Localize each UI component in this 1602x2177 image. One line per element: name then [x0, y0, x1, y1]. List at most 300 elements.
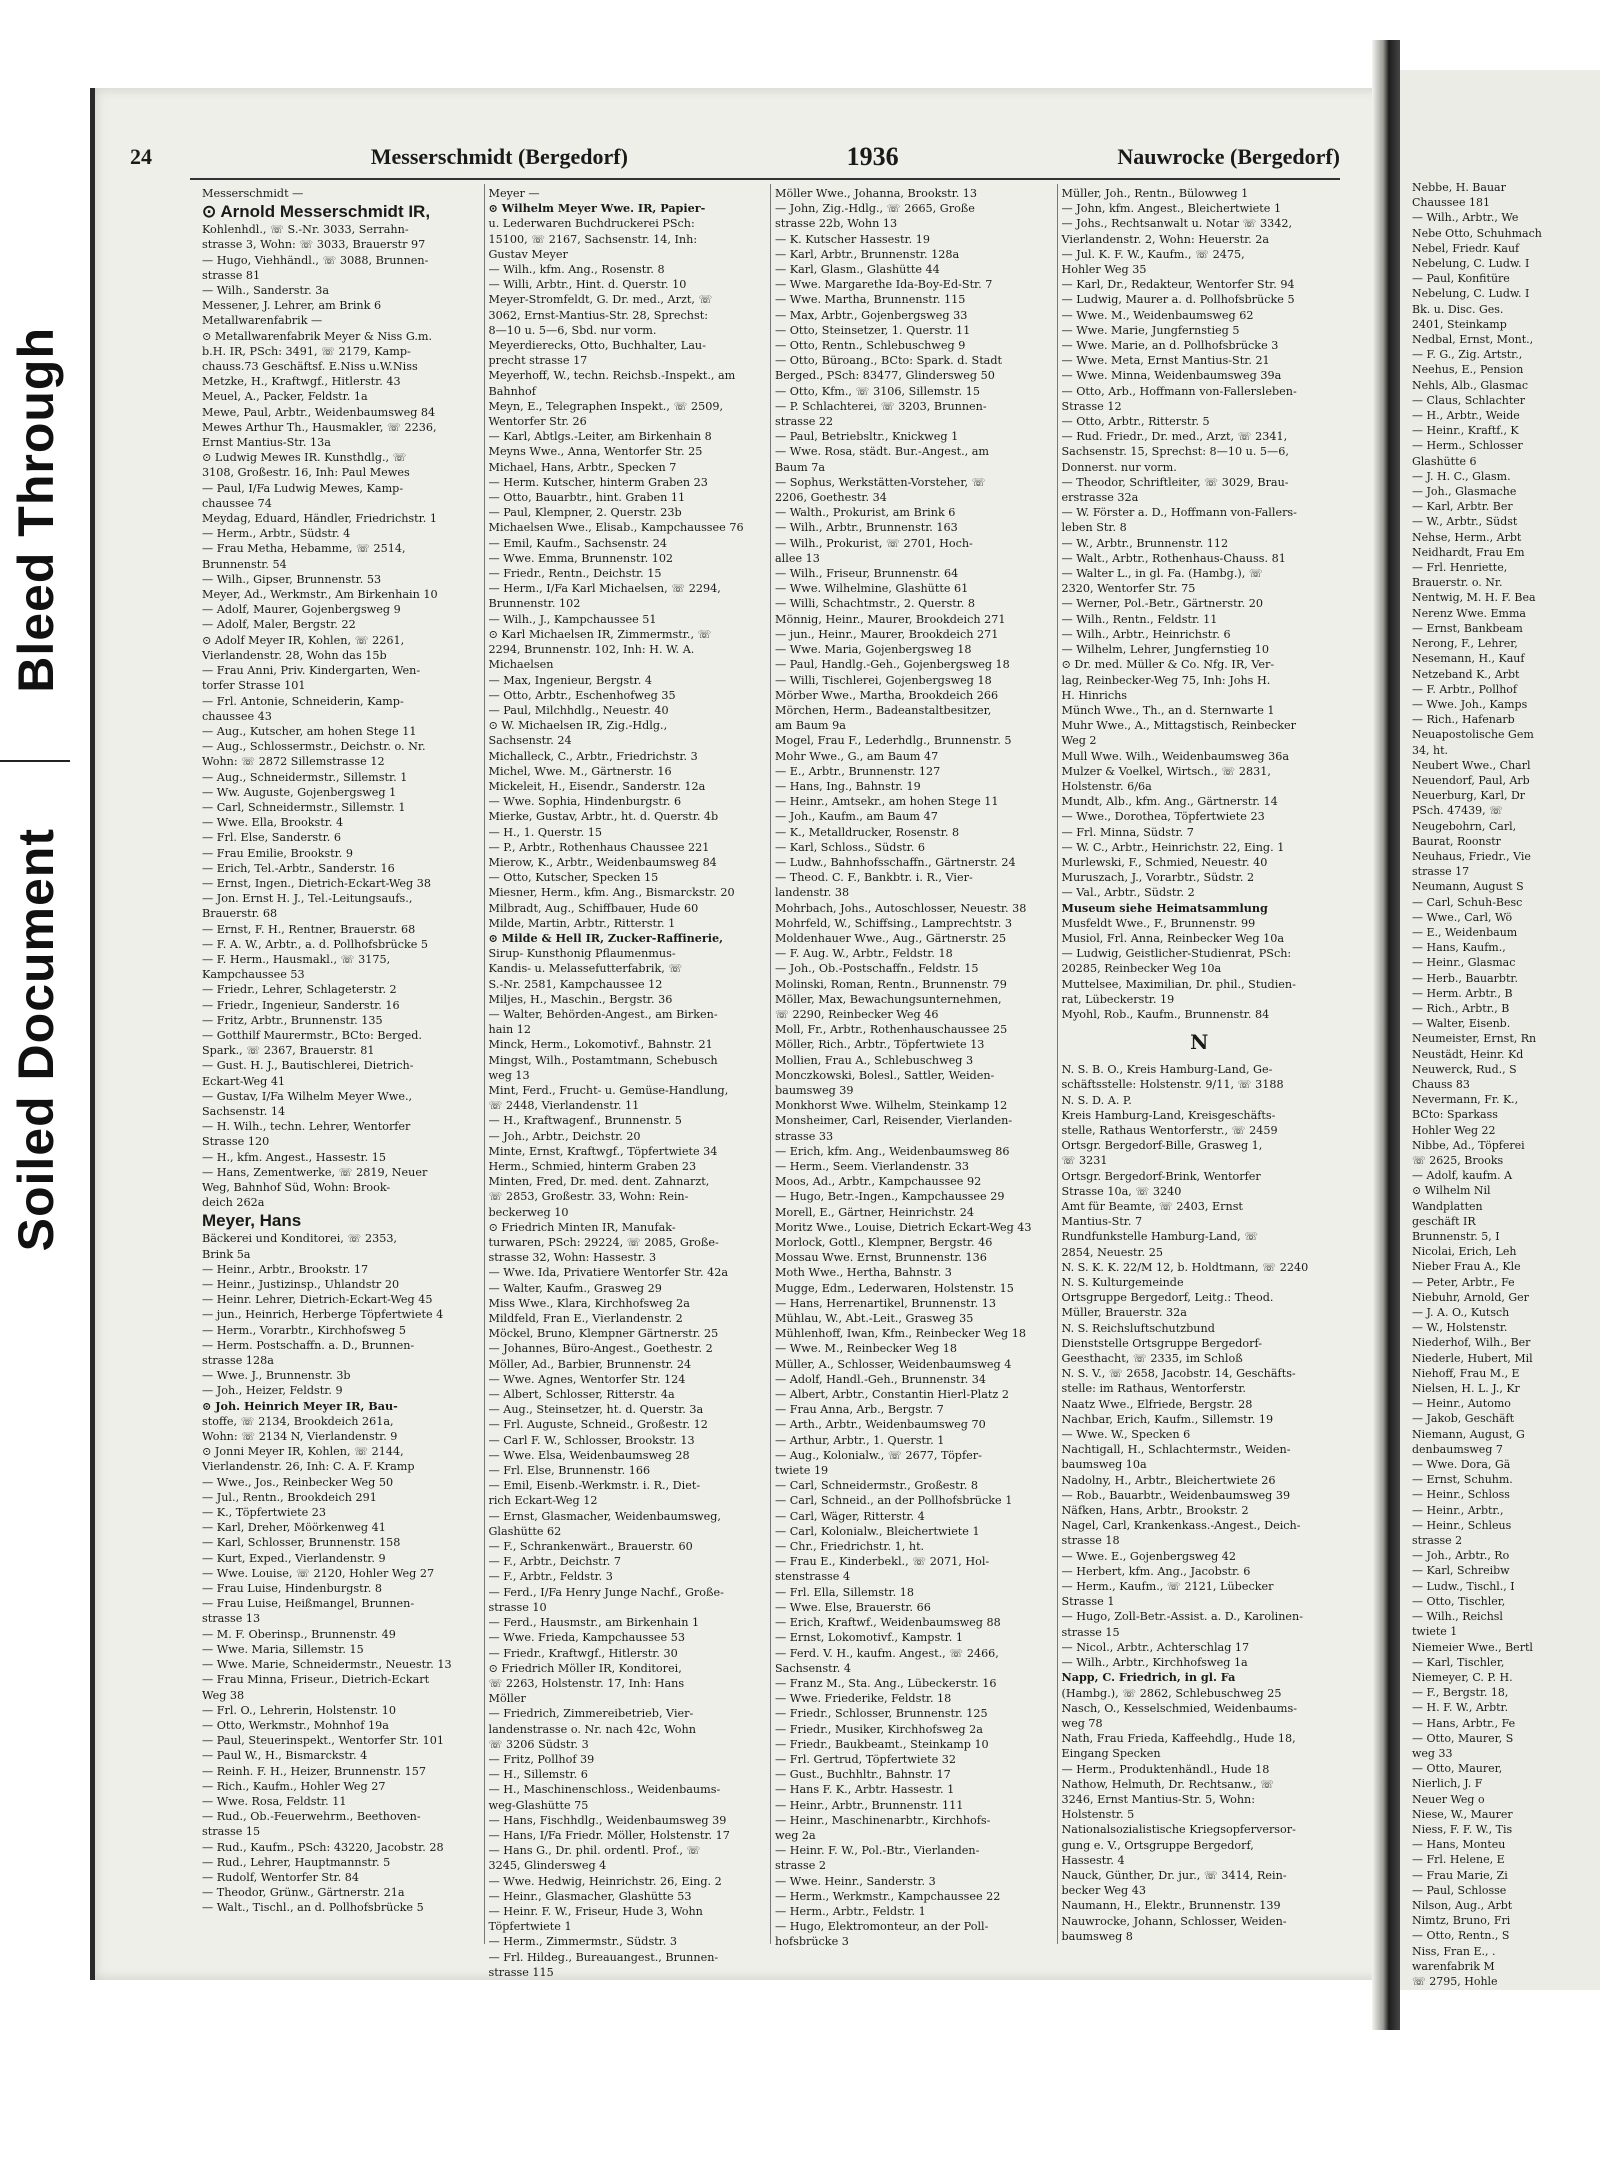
directory-entry: — Friedr., Schlosser, Brunnenstr. 125	[775, 1707, 988, 1721]
facing-page-entry: Niehoff, Frau M., E	[1412, 1366, 1520, 1380]
directory-entry: Weg, Bahnhof Süd, Wohn: Brook-	[202, 1181, 391, 1194]
directory-entry: Donnerst. nur vorm.	[1061, 460, 1177, 474]
facing-page-entry: Neuendorf, Paul, Arb	[1412, 773, 1530, 787]
directory-entry: — Frl. Else, Sanderstr. 6	[202, 831, 342, 845]
directory-entry: Muttelsee, Maximilian, Dr. phil., Studien-	[1061, 977, 1296, 991]
facing-page-entry: Niemeier Wwe., Bertl	[1412, 1640, 1533, 1654]
directory-entry: b.H. IR, PSch: 3491, ☏ 2179, Kamp-	[202, 344, 411, 358]
facing-page-entry: strasse 17	[1412, 865, 1470, 879]
directory-entry: — Wwe. Marie, Schneidermstr., Neuestr. 13	[202, 1658, 452, 1672]
directory-entry: Mint, Ferd., Frucht- u. Gemüse-Handlung,	[488, 1083, 729, 1097]
directory-entry: — H., kfm. Angest., Hassestr. 15	[202, 1150, 387, 1164]
directory-entry: Metzke, H., Kraftwgf., Hitlerstr. 43	[202, 375, 401, 389]
facing-page-entry: Chaussee 181	[1412, 196, 1490, 210]
facing-page-entry: Nierlich, J. F	[1412, 1777, 1483, 1791]
directory-entry: — Wwe. Heinr., Sanderstr. 3	[775, 1874, 936, 1888]
directory-entry: weg 13	[488, 1068, 530, 1082]
directory-entry: — Chr., Friedrichstr. 1, ht.	[775, 1540, 925, 1554]
directory-entry: — F., Arbtr., Feldstr. 3	[488, 1570, 613, 1584]
facing-page-entry: — Otto, Maurer, S	[1412, 1731, 1514, 1745]
directory-entry: Miss Wwe., Klara, Kirchhofsweg 2a	[488, 1296, 690, 1310]
directory-entry: leben Str. 8	[1061, 521, 1127, 535]
directory-entry: Möller, Rich., Arbtr., Töpfertwiete 13	[775, 1038, 985, 1052]
facing-page-entry: — Wilh., Arbtr., We	[1412, 211, 1519, 225]
directory-entry: — K., Metalldrucker, Rosenstr. 8	[775, 825, 960, 839]
directory-entry: — Frau Luise, Hindenburgstr. 8	[202, 1582, 382, 1596]
directory-entry: — Frl. Antonie, Schneiderin, Kamp-	[202, 694, 404, 708]
directory-entry: — Heinr., Arbtr., Brunnenstr. 111	[775, 1798, 964, 1812]
directory-entry: — Heinr. F. W., Friseur, Hude 3, Wohn	[488, 1904, 703, 1918]
directory-entry: Münch Wwe., Th., an d. Sternwarte 1	[1061, 703, 1275, 717]
directory-entry: — Aug., Kolonialw., ☏ 2677, Töpfer-	[775, 1448, 982, 1462]
directory-entry: N. S. Reichsluftschutzbund	[1061, 1321, 1215, 1335]
directory-entry: — Hans, Zementwerke, ☏ 2819, Neuer	[202, 1165, 428, 1179]
directory-entry: Näfken, Hans, Arbtr., Brookstr. 2	[1061, 1504, 1249, 1518]
directory-entry: baumsweg 10a	[1061, 1458, 1147, 1472]
directory-entry: — Willi, Schachtmstr., 2. Querstr. 8	[775, 597, 976, 611]
directory-entry: — Wwe. Ida, Privatiere Wentorfer Str. 42a	[488, 1266, 729, 1280]
directory-entry: Ernst Mantius-Str. 13a	[202, 436, 331, 450]
directory-entry: Sachsenstr. 24	[488, 734, 572, 748]
directory-entry: — Wwe. Minna, Weidenbaumsweg 39a	[1061, 369, 1282, 383]
directory-entry: — Wwe. Friederike, Feldstr. 18	[775, 1692, 952, 1706]
directory-entry: Bäckerei und Konditorei, ☏ 2353,	[202, 1232, 397, 1246]
directory-entry: — jun., Heinrich, Herberge Töpfertwiete 4	[202, 1308, 444, 1322]
directory-entry: weg-Glashütte 75	[488, 1798, 589, 1812]
facing-page-entry: — Herm. Arbtr., B	[1412, 986, 1513, 1000]
directory-entry: stelle: im Rathaus, Wentorferstr.	[1061, 1382, 1246, 1396]
directory-entry: — Carl F. W., Schlosser, Brookstr. 13	[488, 1433, 695, 1447]
directory-entry: strasse 10	[488, 1600, 547, 1614]
facing-page-entry: Nerong, F., Lehrer,	[1412, 637, 1518, 651]
directory-entry: Weg 38	[202, 1688, 245, 1702]
directory-entry: Strasse 10a, ☏ 3240	[1061, 1184, 1182, 1198]
directory-entry: — Frl. Hildeg., Bureauangest., Brunnen-	[488, 1950, 719, 1964]
directory-entry: — Heinr., Arbtr., Brookstr. 17	[202, 1262, 369, 1276]
facing-page-entry: Nentwig, M. H. F. Bea	[1412, 591, 1536, 605]
directory-entry: — Wilh., J., Kampchaussee 51	[488, 612, 657, 626]
directory-entry: — Ernst, Ingen., Dietrich-Eckart-Weg 38	[202, 876, 431, 890]
directory-entry: u. Lederwaren Buchdruckerei PSch:	[488, 217, 695, 231]
directory-entry: ⊙ Ludwig Mewes IR. Kunsthdlg., ☏	[202, 451, 407, 465]
directory-entry: — Wwe. Elsa, Weidenbaumsweg 28	[488, 1448, 690, 1462]
directory-entry: — M. F. Oberinsp., Brunnenstr. 49	[202, 1627, 396, 1641]
directory-entry: — Werner, Pol.-Betr., Gärtnerstr. 20	[1061, 597, 1264, 611]
directory-entry: Michalleck, C., Arbtr., Friedrichstr. 3	[488, 749, 698, 763]
directory-entry: — Frau E., Kinderbekl., ☏ 2071, Hol-	[775, 1555, 990, 1569]
directory-entry: — W. C., Arbtr., Heinrichstr. 22, Eing. 1	[1061, 840, 1285, 854]
facing-page-entry: Nebelung, C. Ludw. I	[1412, 257, 1530, 271]
directory-entry: — Rob., Bauarbtr., Weidenbaumsweg 39	[1061, 1488, 1291, 1502]
directory-entry: — Ferd. V. H., kaufm. Angest., ☏ 2466,	[775, 1646, 999, 1660]
directory-entry: — Otto, Steinsetzer, 1. Querstr. 11	[775, 323, 971, 337]
directory-entry: Mundt, Alb., kfm. Ang., Gärtnerstr. 14	[1061, 795, 1278, 809]
directory-entry: — Ww. Auguste, Gojenbergsweg 1	[202, 785, 397, 799]
directory-entry: Eckart-Weg 41	[202, 1074, 286, 1088]
directory-entry: — jun., Heinr., Maurer, Brookdeich 271	[775, 627, 999, 641]
directory-entry: Monczkowski, Bolesl., Sattler, Weiden-	[775, 1068, 995, 1082]
directory-entry: weg 78	[1061, 1716, 1103, 1730]
directory-entry: — Wwe. Maria, Sillemstr. 15	[202, 1642, 364, 1656]
facing-page-entry: Nerenz Wwe. Emma	[1412, 606, 1526, 620]
directory-entry: — Karl, Dreher, Möörkenweg 41	[202, 1521, 386, 1535]
directory-entry: — Aug., Schneidermstr., Sillemstr. 1	[202, 770, 408, 784]
directory-entry: — Hugo, Zoll-Betr.-Assist. a. D., Karolinen-	[1061, 1610, 1304, 1624]
directory-entry: Mossau Wwe. Ernst, Brunnenstr. 136	[775, 1251, 987, 1265]
directory-entry: — Adolf, Handl.-Geh., Brunnenstr. 34	[775, 1372, 987, 1386]
directory-entry: Müller, Joh., Rentn., Bülowweg 1	[1061, 187, 1249, 200]
directory-entry: chaussee 43	[202, 709, 272, 723]
directory-entry: strasse 32, Wohn: Hassestr. 3	[488, 1251, 657, 1265]
directory-entry: strasse 128a	[202, 1354, 274, 1368]
directory-entry: ⊙ Arnold Messerschmidt IR,	[202, 202, 431, 222]
directory-entry: Weg 2	[1061, 734, 1097, 748]
directory-entry: Moos, Ad., Arbtr., Kampchaussee 92	[775, 1175, 982, 1189]
directory-entry: ⊙ Friedrich Möller IR, Konditorei,	[488, 1661, 682, 1675]
directory-entry: — Frl. Minna, Südstr. 7	[1061, 825, 1194, 839]
directory-entry: strasse 2	[775, 1859, 827, 1873]
directory-entry: — Gotthilf Maurermstr., BCto: Berged.	[202, 1028, 422, 1042]
header-left-title: Messerschmidt (Bergedorf)	[370, 144, 628, 169]
facing-page-entry: — W., Holstenstr.	[1412, 1321, 1508, 1335]
directory-entry: — Otto, Rentn., Schlebuschweg 9	[775, 339, 966, 353]
directory-column-1	[198, 184, 485, 1944]
facing-page-entry: — Wwe. Dora, Gä	[1412, 1458, 1511, 1472]
facing-page-entry: ⊙ Wilhelm Nil	[1412, 1184, 1491, 1198]
directory-entry: — Erich, Tel.-Arbtr., Sanderstr. 16	[202, 861, 395, 875]
directory-entry: — Wwe. Wilhelmine, Glashütte 61	[775, 582, 969, 596]
facing-page-entry: — Paul, Konfitüre	[1412, 272, 1510, 286]
directory-entry: Vierlandenstr. 26, Inh: C. A. F. Kramp	[202, 1460, 415, 1474]
directory-entry: strasse 3, Wohn: ☏ 3033, Brauerstr 97	[202, 238, 426, 252]
facing-page-entry: Brunnenstr. 5, I	[1412, 1230, 1500, 1244]
directory-entry: — Joh., Ob.-Postschaffn., Feldstr. 15	[775, 962, 979, 976]
facing-page-entry: — Otto, Maurer,	[1412, 1762, 1503, 1776]
directory-entry: — Jul., Rentn., Brookdeich 291	[202, 1490, 377, 1504]
directory-entry: deich 262a	[202, 1196, 265, 1210]
directory-entry: ⊙ W. Michaelsen IR, Zig.-Hdlg.,	[488, 719, 668, 733]
facing-page-entry: — J. H. C., Glasm.	[1412, 469, 1511, 483]
directory-entry: Meuel, A., Packer, Feldstr. 1a	[202, 390, 368, 404]
directory-entry: — Otto, Kutscher, Specken 15	[488, 871, 659, 885]
facing-page-entry: Nibbe, Ad., Töpferei	[1412, 1138, 1525, 1152]
directory-entry: — H. Wilh., techn. Lehrer, Wentorfer	[202, 1120, 411, 1134]
directory-entry: Meyer —	[488, 187, 540, 200]
directory-entry: — Ernst, Glasmacher, Weidenbaumsweg,	[488, 1509, 721, 1523]
facing-page-entry: Neugebohrn, Carl,	[1412, 819, 1517, 833]
facing-page-entry: — Ernst, Bankbeam	[1412, 621, 1523, 635]
directory-entry: — Arth., Arbtr., Weidenbaumsweg 70	[775, 1418, 986, 1432]
facing-page-entry: Niss, Fran E., .	[1412, 1944, 1496, 1958]
directory-entry: — Wwe. Marie, an d. Pollhofsbrücke 3	[1061, 339, 1279, 353]
facing-page-entry: — F., Bergstr. 18,	[1412, 1686, 1509, 1700]
facing-page-entry: Hohler Weg 22	[1412, 1123, 1496, 1137]
header-year: 1936	[846, 142, 899, 171]
directory-entry: — Otto, Arbtr., Eschenhofweg 35	[488, 688, 676, 702]
directory-entry: — Wwe. Ella, Brookstr. 4	[202, 816, 344, 830]
facing-page-entry: Niederle, Hubert, Mil	[1412, 1351, 1533, 1365]
directory-entry: Meyer-Stromfeldt, G. Dr. med., Arzt, ☏	[488, 293, 713, 307]
directory-entry: Eingang Specken	[1061, 1747, 1161, 1761]
directory-entry: — H., 1. Querstr. 15	[488, 825, 602, 839]
directory-entry: Nachbar, Erich, Kaufm., Sillemstr. 19	[1061, 1412, 1274, 1426]
directory-entry: Nauwrocke, Johann, Schlosser, Weiden-	[1061, 1914, 1287, 1928]
facing-page-entry: Neuhaus, Friedr., Vie	[1412, 849, 1531, 863]
facing-page-entry: — J. A. O., Kutsch	[1412, 1306, 1510, 1320]
directory-entry: — Wilh., Arbtr., Kirchhofsweg 1a	[1061, 1656, 1248, 1670]
directory-entry: — Carl, Schneidermstr., Großestr. 8	[775, 1479, 979, 1493]
facing-page-entry: — Hans, Monteu	[1412, 1838, 1506, 1852]
page-number: 24	[130, 144, 152, 169]
facing-page-entry: — Walter, Eisenb.	[1412, 1017, 1511, 1031]
facing-page-entry: Neuwerck, Rud., S	[1412, 1062, 1517, 1076]
facing-page-entry: Neuerburg, Karl, Dr	[1412, 789, 1526, 803]
directory-entry: Mühlau, W., Abt.-Leit., Grasweg 35	[775, 1312, 974, 1326]
facing-page-entry: — Ludw., Tischl., I	[1412, 1579, 1515, 1593]
directory-entry: — F. Aug. W., Arbtr., Feldstr. 18	[775, 947, 953, 961]
directory-entry: landenstrasse o. Nr. nach 42c, Wohn	[488, 1722, 696, 1736]
facing-page-entry: — Claus, Schlachter	[1412, 393, 1526, 407]
directory-entry: — Gust. H. J., Bautischlerei, Dietrich-	[202, 1059, 414, 1073]
directory-entry: — Wwe. Martha, Brunnenstr. 115	[775, 293, 966, 307]
directory-entry: — Aug., Steinsetzer, ht. d. Querstr. 3a	[488, 1403, 704, 1417]
directory-entry: torfer Strasse 101	[202, 679, 306, 693]
facing-page-entry: Neubert Wwe., Charl	[1412, 758, 1531, 772]
directory-entry: Strasse 1	[1061, 1595, 1115, 1609]
facing-page-entry: — E., Weidenbaum	[1412, 925, 1518, 939]
facing-page-entry: Nesemann, H., Kauf	[1412, 652, 1525, 666]
directory-entry: — Ernst, Lokomotivf., Kampstr. 1	[775, 1631, 964, 1645]
facing-page-entry: denbaumsweg 7	[1412, 1442, 1503, 1456]
directory-entry: Miljes, H., Maschin., Bergstr. 36	[488, 992, 673, 1006]
directory-entry: Murlewski, F., Schmied, Neuestr. 40	[1061, 855, 1268, 869]
facing-page-entry: Nieber Frau A., Kle	[1412, 1260, 1521, 1274]
directory-entry: Meyerdierecks, Otto, Buchhalter, Lau-	[488, 339, 706, 353]
directory-entry: landenstr. 38	[775, 886, 850, 900]
directory-entry: 20285, Reinbecker Weg 10a	[1061, 962, 1222, 976]
directory-entry: Musfeldt Wwe., F., Brunnenstr. 99	[1061, 916, 1256, 930]
directory-entry: Meydag, Eduard, Händler, Friedrichstr. 1	[202, 512, 438, 526]
directory-entry: — Herm. Kutscher, hinterm Graben 23	[488, 475, 708, 489]
directory-entry: — H., Sillemstr. 6	[488, 1768, 588, 1782]
directory-entry: — Herm., Arbtr., Feldstr. 1	[775, 1904, 926, 1918]
bleed-through-label: Bleed Through	[8, 327, 64, 693]
directory-entry: Messener, J. Lehrer, am Brink 6	[202, 299, 382, 313]
directory-entry: Morlock, Gottl., Klempner, Bergstr. 46	[775, 1236, 993, 1250]
directory-entry: — Herm., Produktenhändl., Hude 18	[1061, 1762, 1270, 1776]
directory-entry: — Max, Ingenieur, Bergstr. 4	[488, 673, 652, 687]
directory-entry: — F. Herm., Hausmakl., ☏ 3175,	[202, 952, 391, 966]
directory-entry: Vierlandenstr. 28, Wohn das 15b	[202, 648, 387, 662]
facing-page-entry: Brauerstr. o. Nr.	[1412, 576, 1503, 590]
directory-entry: — Theodor, Grünw., Gärtnerstr. 21a	[202, 1886, 405, 1900]
directory-entry: Nauck, Günther, Dr. jur., ☏ 3414, Rein-	[1061, 1868, 1287, 1882]
directory-entry: 3108, Großestr. 16, Inh: Paul Mewes	[202, 466, 410, 480]
directory-entry: — Joh., Arbtr., Deichstr. 20	[488, 1129, 641, 1143]
directory-entry: — Friedr., Rentn., Deichstr. 15	[488, 567, 662, 581]
directory-entry: stoffe, ☏ 2134, Brookdeich 261a,	[202, 1414, 394, 1428]
directory-entry: Gustav Meyer	[488, 247, 568, 261]
directory-entry: baumsweg 39	[775, 1083, 854, 1097]
directory-entry: 8—10 u. 5—6, Sbd. nur vorm.	[488, 323, 657, 337]
directory-entry: — Otto, Arbtr., Ritterstr. 5	[1061, 415, 1210, 429]
directory-entry: Metallwarenfabrik —	[202, 314, 323, 328]
directory-entry: Sachsenstr. 14	[202, 1104, 286, 1118]
directory-entry: Wohn: ☏ 2872 Sillemstrasse 12	[202, 755, 385, 769]
directory-entry: — Adolf, Maler, Bergstr. 22	[202, 618, 356, 632]
directory-entry: Mörchen, Herm., Badeanstaltbesitzer,	[775, 703, 992, 717]
directory-entry: N. S. K. K. 22/M 12, b. Holdtmann, ☏ 2240	[1061, 1260, 1309, 1274]
facing-page-entry: Nebel, Friedr. Kauf	[1412, 241, 1520, 255]
directory-entry: Moll, Fr., Arbtr., Rothenhauschaussee 25	[775, 1023, 1008, 1037]
directory-entry: Möller Wwe., Johanna, Brookstr. 13	[775, 187, 978, 200]
directory-entry: — F., Arbtr., Deichstr. 7	[488, 1555, 622, 1569]
directory-entry: Mantius-Str. 7	[1061, 1215, 1143, 1229]
directory-entry: hain 12	[488, 1023, 531, 1037]
directory-entry: — Wwe. J., Brunnenstr. 3b	[202, 1369, 351, 1383]
facing-page-entry: Neustädt, Heinr. Kd	[1412, 1047, 1524, 1061]
directory-entry: — Wwe. Marie, Jungfernstieg 5	[1061, 323, 1240, 337]
directory-entry: — Frau Anni, Priv. Kindergarten, Wen-	[202, 664, 421, 678]
directory-entry: — Wilh., Arbtr., Brunnenstr. 163	[775, 521, 958, 535]
facing-page-entry: — Frl. Henriette,	[1412, 561, 1508, 575]
directory-entry: Dienststelle Ortsgruppe Bergedorf-	[1061, 1336, 1263, 1350]
directory-entry: — Friedrich, Zimmereibetrieb, Vier-	[488, 1707, 694, 1721]
directory-entry: Mewes Arthur Th., Hausmakler, ☏ 2236,	[202, 420, 437, 434]
directory-entry: Nath, Frau Frieda, Kaffeehdlg., Hude 18,	[1061, 1732, 1296, 1746]
directory-entry: — Joh., Heizer, Feldstr. 9	[202, 1384, 343, 1398]
facing-page-entry: Nehse, Herm., Arbt	[1412, 530, 1522, 544]
directory-entry: Kohlenhdl., ☏ S.-Nr. 3033, Serrahn-	[202, 223, 409, 237]
directory-entry: — Paul, Handlg.-Geh., Gojenbergsweg 18	[775, 658, 1010, 672]
directory-entry: — Carl, Wäger, Ritterstr. 4	[775, 1509, 925, 1523]
directory-entry: Hohler Weg 35	[1061, 263, 1147, 277]
directory-entry: — Herm., Kaufm., ☏ 2121, Lübecker	[1061, 1580, 1274, 1594]
directory-entry: ⊙ Friedrich Minten IR, Manufak-	[488, 1220, 676, 1234]
facing-page-entry: — W., Arbtr., Südst	[1412, 515, 1518, 529]
directory-entry: — Friedr., Lehrer, Schlageterstr. 2	[202, 983, 397, 997]
directory-entry: Hassestr. 4	[1061, 1853, 1125, 1867]
directory-entry: Messerschmidt —	[202, 187, 304, 200]
directory-entry: — Herm., Zimmermstr., Südstr. 3	[488, 1935, 678, 1949]
directory-entry: — Frl. Ella, Sillemstr. 18	[775, 1585, 914, 1599]
header-right-title: Nauwrocke (Bergedorf)	[1117, 144, 1340, 169]
directory-entry: strasse 15	[1061, 1625, 1120, 1639]
soiled-document-label: Soiled Document	[8, 828, 64, 1252]
label-divider	[0, 760, 70, 762]
directory-entry: — Wwe. Rosa, städt. Bur.-Angest., am	[775, 445, 990, 459]
directory-entry: — Otto, Büroang., BCto: Spark. d. Stadt	[775, 354, 1003, 368]
directory-entry: strasse 81	[202, 268, 261, 282]
directory-entry: strasse 22	[775, 415, 834, 429]
book-spine	[1372, 40, 1400, 2030]
directory-entry: Moldenhauer Wwe., Aug., Gärtnerstr. 25	[775, 931, 1007, 945]
facing-page-entry: warenfabrik M	[1412, 1959, 1495, 1973]
directory-entry: — Ludwig, Maurer a. d. Pollhofsbrücke 5	[1061, 293, 1295, 307]
directory-entry: — Wwe. Meta, Ernst Mantius-Str. 21	[1061, 354, 1270, 368]
directory-entry: N. S. Kulturgemeinde	[1061, 1276, 1184, 1290]
directory-entry: Michael, Hans, Arbtr., Specken 7	[488, 460, 677, 474]
directory-entry: Moritz Wwe., Louise, Dietrich Eckart-Weg 43	[775, 1220, 1032, 1234]
directory-entry: — Wwe. Frieda, Kampchaussee 53	[488, 1631, 685, 1645]
directory-entry: — E., Arbtr., Brunnenstr. 127	[775, 764, 941, 778]
directory-entry: — Frau Minna, Friseur., Dietrich-Eckart	[202, 1673, 430, 1687]
facing-page-entry: — F. G., Zig. Artstr.,	[1412, 348, 1523, 362]
directory-entry: ⊙ Karl Michaelsen IR, Zimmermstr., ☏	[488, 627, 712, 641]
directory-entry: — Heinr., Amtsekr., am hohen Stege 11	[775, 795, 999, 809]
directory-entry: — Rud., Kaufm., PSch: 43220, Jacobstr. 28	[202, 1840, 444, 1854]
directory-entry: Brunnenstr. 54	[202, 557, 287, 571]
directory-entry: Meyer, Hans	[202, 1211, 302, 1231]
directory-entry: — H., Maschinenschloss., Weidenbaums-	[488, 1783, 721, 1797]
directory-entry: — Karl, Schlosser, Brunnenstr. 158	[202, 1536, 401, 1550]
directory-entry: strasse 18	[1061, 1534, 1120, 1548]
directory-entry: — John, kfm. Angest., Bleichertwiete 1	[1061, 202, 1282, 216]
directory-entry: ☏ 3206 Südstr. 3	[488, 1737, 589, 1751]
directory-entry: — Wwe. Else, Brauerstr. 66	[775, 1600, 931, 1614]
directory-entry: Morell, E., Gärtner, Heinrichstr. 24	[775, 1205, 975, 1219]
directory-entry: chauss.73 Geschäftsf. E.Niss u.W.Niss	[202, 360, 418, 374]
directory-entry: — P., Arbtr., Rothenhaus Chaussee 221	[488, 840, 710, 854]
directory-entry: Miesner, Herm., kfm. Ang., Bismarckstr. 20	[488, 886, 735, 900]
directory-entry: — Walth., Prokurist, am Brink 6	[775, 506, 956, 520]
facing-page-entry: — Herb., Bauarbtr.	[1412, 971, 1518, 985]
directory-entry: Nagel, Carl, Krankenkass.-Angest., Deich-	[1061, 1519, 1301, 1533]
directory-entry: — Frl. Auguste, Schneid., Großestr. 12	[488, 1418, 708, 1432]
directory-entry: — Wilh., Arbtr., Heinrichstr. 6	[1061, 627, 1231, 641]
facing-page-entry: — Ernst, Schuhm.	[1412, 1473, 1513, 1487]
directory-entry: — Carl, Kolonialw., Bleichertwiete 1	[775, 1524, 980, 1538]
directory-entry: Geesthacht, ☏ 2335, im Schloß	[1061, 1352, 1243, 1366]
directory-entry: Ortsgr. Bergedorf-Brink, Wentorfer	[1061, 1169, 1261, 1183]
facing-page-entry: — Carl, Schuh-Besc	[1412, 895, 1523, 909]
directory-entry: (Hambg.), ☏ 2862, Schlebuschweg 25	[1061, 1686, 1282, 1700]
directory-entry: ☏ 3231	[1061, 1154, 1108, 1168]
directory-entry: precht strasse 17	[488, 354, 588, 368]
facing-page-entry: — Karl, Tischler,	[1412, 1655, 1505, 1669]
directory-entry: Kreis Hamburg-Land, Kreisgeschäfts-	[1061, 1108, 1276, 1122]
directory-entry: Naumann, H., Elektr., Brunnenstr. 139	[1061, 1899, 1281, 1913]
facing-page-entry: — Heinr., Schloss	[1412, 1488, 1510, 1502]
directory-entry: Milbradt, Aug., Schiffbauer, Hude 60	[488, 901, 699, 915]
directory-entry: — Heinr., Glasmacher, Glashütte 53	[488, 1889, 692, 1903]
directory-entry: — Johs., Rechtsanwalt u. Notar ☏ 3342,	[1061, 217, 1293, 231]
facing-page-entry: ☏ 2795, Hohle	[1412, 1974, 1498, 1988]
directory-entry: — Theodor, Schriftleiter, ☏ 3029, Brau-	[1061, 475, 1289, 489]
directory-entry: 2206, Goethestr. 34	[775, 491, 887, 505]
facing-page-entry: — Otto, Rentn., S	[1412, 1929, 1510, 1943]
directory-entry: — Herm., Werkmstr., Kampchaussee 22	[775, 1889, 1001, 1903]
facing-page-entry: Nevermann, Fr. K.,	[1412, 1093, 1519, 1107]
directory-column-2	[485, 184, 772, 1979]
directory-entry: Mohrfeld, W., Schiffsing., Lamprechtstr. 3	[775, 916, 1012, 930]
directory-entry: 3246, Ernst Mantius-Str. 5, Wohn:	[1061, 1792, 1256, 1806]
directory-entry: ⊙ Milde & Hell IR, Zucker-Raffinerie,	[488, 930, 724, 945]
directory-entry: Minte, Ernst, Kraftwgf., Töpfertwiete 34	[488, 1144, 718, 1158]
directory-entry: — K., Töpfertwiete 23	[202, 1506, 326, 1520]
directory-entry: — Paul W., H., Bismarckstr. 4	[202, 1749, 368, 1763]
directory-entry: — Wwe. M., Reinbecker Weg 18	[775, 1342, 958, 1356]
directory-entry: — Wilh., Sanderstr. 3a	[202, 284, 329, 298]
directory-entry: Nasch, O., Kesselschmied, Weidenbaums-	[1061, 1701, 1298, 1715]
directory-entry: — Wwe., Jos., Reinbecker Weg 50	[202, 1475, 394, 1489]
directory-entry: — Wilhelm, Lehrer, Jungfernstieg 10	[1061, 643, 1270, 657]
directory-entry: H. Hinrichs	[1061, 688, 1128, 702]
facing-page-entry: — Karl, Arbtr. Ber	[1412, 500, 1513, 514]
directory-entry: Naatz Wwe., Elfriede, Bergstr. 28	[1061, 1397, 1253, 1411]
directory-entry: N. S. V., ☏ 2658, Jacobstr. 14, Geschäfts-	[1061, 1367, 1296, 1381]
directory-entry: — Heinr., Justizinsp., Uhlandstr 20	[202, 1278, 400, 1292]
